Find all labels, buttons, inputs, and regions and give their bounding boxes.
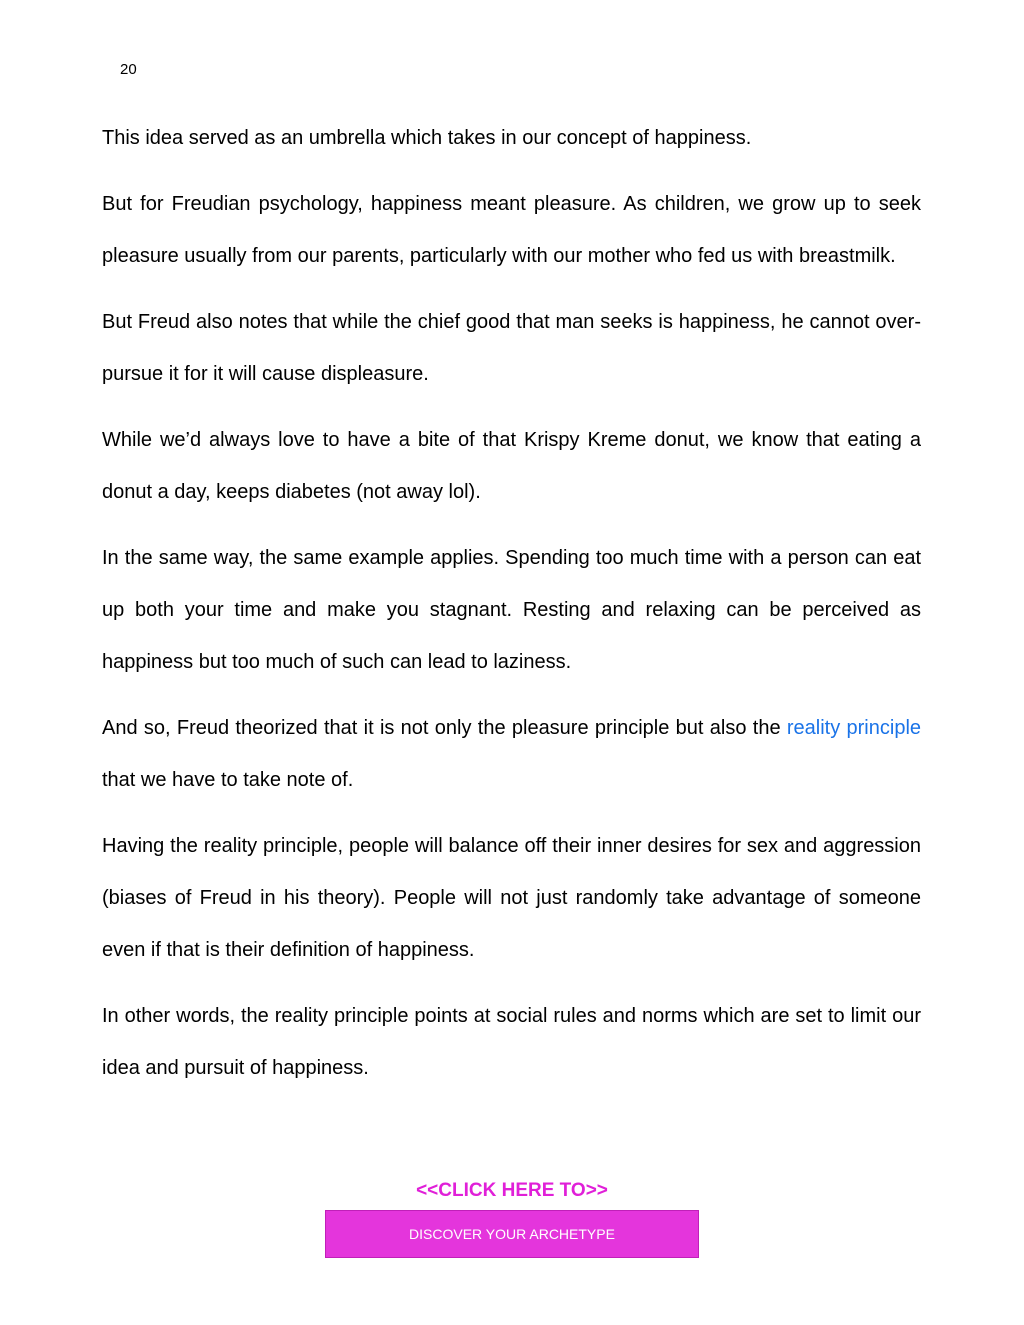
paragraph-balance-desires: Having the reality principle, people will balance off their inner desires for sex and aggression (biases of Freud in his theory). People will not just randomly take advantage of someone even if that is their definition of happiness. xyxy=(102,835,921,961)
paragraph-donut: While we’d always love to have a bite of that Krispy Kreme donut, we know that eating a donut a day, keeps diabetes (not away lol). xyxy=(102,429,921,503)
paragraph-text-before-link: And so, Freud theorized that it is not only the pleasure principle but also the xyxy=(102,717,787,739)
paragraph-reality-principle xyxy=(102,702,921,806)
paragraph-social-rules: In other words, the reality principle points at social rules and norms which are set to limit our idea and pursuit of happiness. xyxy=(102,1005,921,1079)
discover-archetype-button[interactable]: DISCOVER YOUR ARCHETYPE xyxy=(325,1210,699,1258)
paragraph-freudian-pleasure: But for Freudian psychology, happiness meant pleasure. As children, we grow up to seek pleasure usually from our parents, particularly with our mother who fed us with breastmilk. xyxy=(102,193,921,267)
document-body xyxy=(102,112,921,1108)
paragraph-chief-good: But Freud also notes that while the chief good that man seeks is happiness, he cannot over-pursue it for it will cause displeasure. xyxy=(102,311,921,385)
page-number: 20 xyxy=(120,61,137,78)
paragraph-text-after-link: that we have to take note of. xyxy=(102,769,354,791)
click-here-link[interactable]: <<CLICK HERE TO>> xyxy=(416,1180,608,1201)
paragraph-umbrella: This idea served as an umbrella which takes in our concept of happiness. xyxy=(102,127,752,149)
reality-principle-link[interactable]: reality principle xyxy=(786,717,922,739)
paragraph-same-way: In the same way, the same example applies. Spending too much time with a person can eat up both your time and make you stagnant. Resting and relaxing can be perceived as happiness but too much of such can lead to laziness. xyxy=(102,547,921,673)
